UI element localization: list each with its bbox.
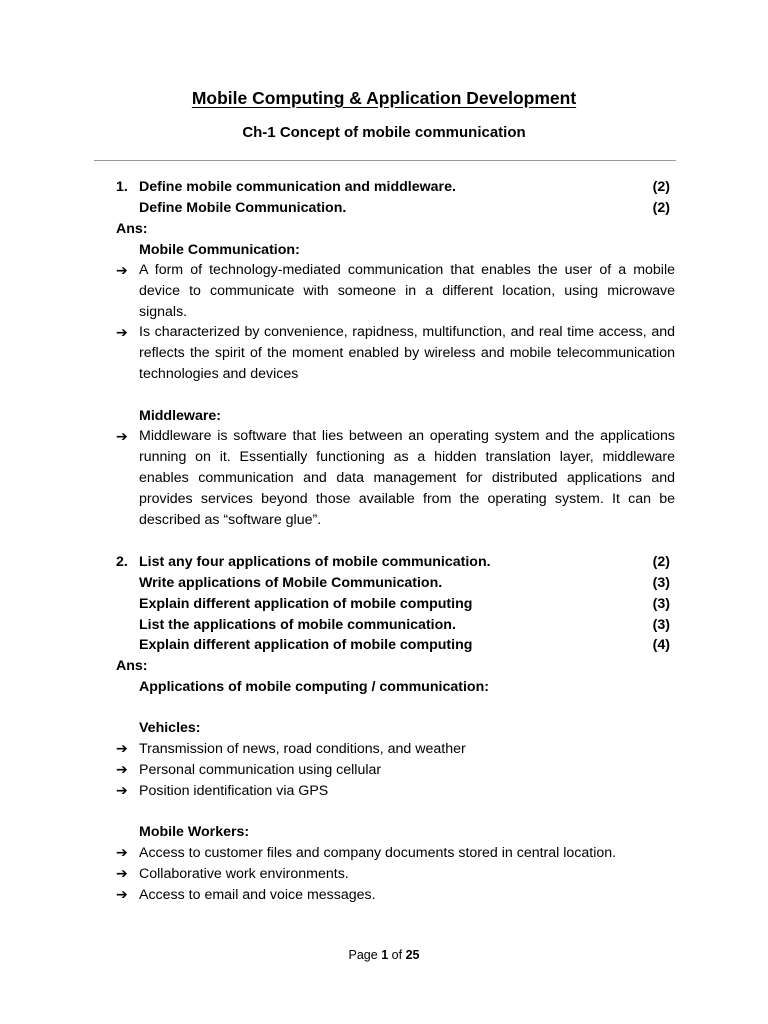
question-text: Define mobile communication and middleware. bbox=[139, 179, 456, 195]
right-arrow-icon: ➔ bbox=[116, 783, 128, 799]
question-marks: (3) bbox=[652, 575, 670, 591]
bullet-text: Transmission of news, road conditions, and weather bbox=[139, 741, 466, 757]
page-number bbox=[0, 948, 768, 962]
bullet-text: Personal communication using cellular bbox=[139, 762, 382, 778]
question-marks: (3) bbox=[652, 596, 670, 612]
header-divider bbox=[94, 160, 676, 161]
question-text: Write applications of Mobile Communication. bbox=[139, 575, 443, 591]
chapter-subtitle: Ch-1 Concept of mobile communication bbox=[242, 124, 526, 141]
question-marks: (2) bbox=[652, 554, 670, 570]
bullet-text: Position identification via GPS bbox=[139, 783, 329, 799]
ans-text: Ans: bbox=[116, 658, 148, 674]
right-arrow-icon: ➔ bbox=[116, 263, 128, 279]
ans-text: Ans: bbox=[116, 221, 148, 237]
middleware-point-1: Middleware is software that lies between an operating system and the applications running on it. Essentially functioning as a hidden translation layer, middleware enables communication and data management for distributed applications and provides services beyond those available from the operating system. It can be described as “software glue”. bbox=[139, 428, 675, 528]
question-marks: (2) bbox=[652, 200, 670, 216]
question-text: Explain different application of mobile computing bbox=[139, 637, 473, 653]
page-total: 25 bbox=[405, 948, 420, 962]
bullet-text: Access to email and voice messages. bbox=[139, 887, 376, 903]
question-number: 2. bbox=[116, 554, 128, 570]
right-arrow-icon: ➔ bbox=[116, 866, 128, 882]
question-marks: (2) bbox=[652, 179, 670, 195]
right-arrow-icon: ➔ bbox=[116, 762, 128, 778]
document-title: Mobile Computing & Application Development bbox=[191, 88, 577, 108]
right-arrow-icon: ➔ bbox=[116, 741, 128, 757]
right-arrow-icon: ➔ bbox=[116, 429, 128, 445]
right-arrow-icon: ➔ bbox=[116, 887, 128, 903]
question-text: List the applications of mobile communication. bbox=[139, 617, 456, 633]
question-marks: (3) bbox=[652, 617, 670, 633]
bullet-text: Access to customer files and company documents stored in central location. bbox=[139, 845, 617, 861]
page-word: Page bbox=[348, 948, 378, 962]
bullet-text: Collaborative work environments. bbox=[139, 866, 349, 882]
right-arrow-icon: ➔ bbox=[116, 845, 128, 861]
heading-text: Mobile Workers: bbox=[139, 824, 250, 840]
heading-text: Vehicles: bbox=[139, 720, 201, 736]
right-arrow-icon: ➔ bbox=[116, 325, 128, 341]
heading-text: Middleware: bbox=[139, 408, 221, 424]
question-text: Define Mobile Communication. bbox=[139, 200, 347, 216]
page-of: of bbox=[391, 948, 403, 962]
heading-text: Mobile Communication: bbox=[139, 242, 300, 258]
question-text: Explain different application of mobile computing bbox=[139, 596, 473, 612]
question-number: 1. bbox=[116, 179, 128, 195]
question-text: List any four applications of mobile communication. bbox=[139, 554, 491, 570]
heading-text: Applications of mobile computing / communication: bbox=[139, 679, 489, 695]
mobile-communication-point-2: Is characterized by convenience, rapidness, multifunction, and real time access, and reflects the spirit of the moment enabled by wireless and mobile telecommunication technologies and devices bbox=[139, 324, 675, 382]
mobile-communication-point-1: A form of technology-mediated communication that enables the user of a mobile device to communicate with someone in a different location, using microwave signals. bbox=[139, 262, 675, 320]
page-current: 1 bbox=[381, 948, 389, 962]
question-marks: (4) bbox=[652, 637, 670, 653]
